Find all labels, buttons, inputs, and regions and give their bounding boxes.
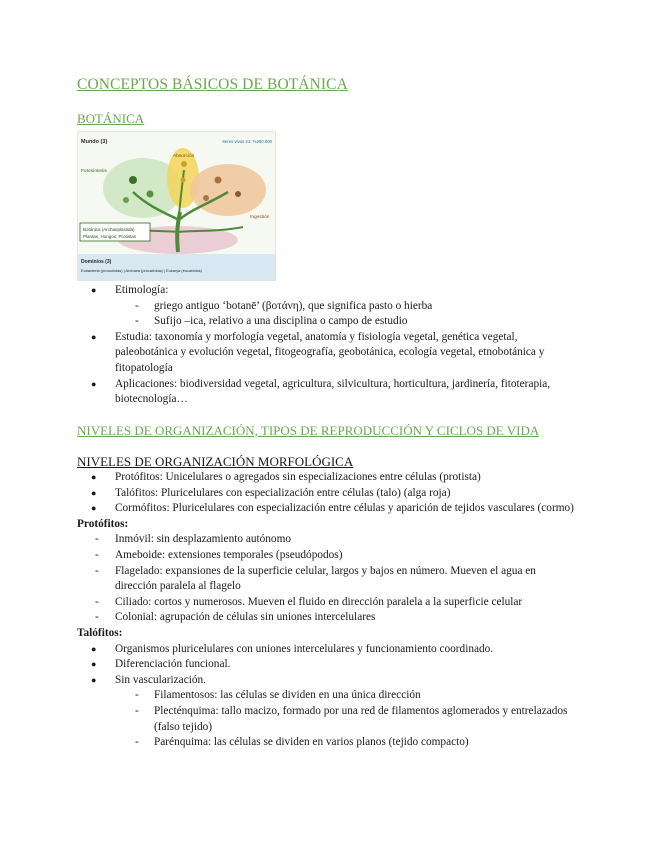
list-item-estudia: ● Estudia: taxonomía y morfología vegetal, anatomía y fisiología vegetal, genética vegetal, paleobotánica y evolución vegetal, fitogeografía, geobotánica, ecología vegetal, etnobotánica y fitopatología [77, 330, 577, 377]
list-item: ● Organismos pluricelulares con uniones intercelulares y funcionamiento coordinado. [77, 642, 577, 658]
dash-item: - Colonial: agrupación de células sin uniones intercelulares [77, 610, 577, 626]
section-heading-botanica: BOTÁNICA [77, 111, 145, 126]
talofitos-label: Talófitos: [77, 626, 123, 639]
figure-bottom-line1: Dominios (3) [81, 259, 112, 265]
figure-top-right: Seres vivos 21: %250.000 [222, 139, 272, 144]
figure-left-label: Fotosíntesis [81, 169, 107, 174]
dash-item: - Flagelado: expansiones de la superficie celular, largos y bajos en número. Mueven el agua en dirección paralela al flagelo [77, 564, 577, 595]
dash-item: - Ciliado: cortos y numerosos. Mueven el fluido en dirección paralela a la superficie celular [77, 595, 577, 611]
list-item-cormofitos: ● Cormófitos: Pluricelulares con especialización entre células y aparición de tejidos vasculares (cormo) [77, 501, 577, 517]
dash-item: - Inmóvil: sin desplazamiento autónomo [77, 532, 577, 548]
sub-item: - Sufijo –ica, relativo a una disciplina o campo de estudio [77, 314, 577, 330]
tree-of-life-illustration [78, 132, 275, 280]
niveles-section [77, 470, 577, 751]
list-item-protofitos: ● Protófitos: Unicelulares o agregados sin especializaciones entre células (protista) [77, 470, 577, 486]
botanica-list [77, 283, 577, 408]
figure-bottom-line2: Eubacteria (procariotas) | Archaea (procariotas) | Eukarya (eucariotas) [81, 268, 202, 273]
list-item [77, 673, 577, 751]
figure-top-left: Mundo (3) [81, 139, 108, 145]
figure-right-label: Ingestión [250, 215, 270, 220]
list-item-talofitos: ● Talófitos: Pluricelulares con especialización entre células (talo) (alga roja) [77, 486, 577, 502]
list-item-text: Sin vascularización. [115, 673, 206, 686]
sub-item: - griego antiguo ‘botanē’ (βοτάνη), que significa pasto o hierba [77, 299, 577, 315]
document-title: CONCEPTOS BÁSICOS DE BOTÁNICA [77, 76, 348, 93]
dash-item: - Ameboide: extensiones temporales (pseudópodos) [77, 548, 577, 564]
list-item: ● Diferenciación funcional. [77, 657, 577, 673]
list-item-text: Etimología: [115, 284, 169, 296]
figure-box-line2: Plantas, Hongos, Protistas [83, 234, 137, 239]
list-item-etimologia [77, 283, 577, 330]
figure-box-line1: Botánica (Archaeplastida) [83, 227, 135, 232]
subheading-organizacion: NIVELES DE ORGANIZACIÓN MORFOLÓGICA [77, 454, 354, 469]
list-item-aplicaciones: ● Aplicaciones: biodiversidad vegetal, agricultura, silvicultura, horticultura, jardinería, fitoterapia, biotecnología… [77, 377, 577, 408]
sub-item: - Parénquima: las células se dividen en varios planos (tejido compacto) [77, 735, 577, 751]
section-heading-niveles: NIVELES DE ORGANIZACIÓN, TIPOS DE REPRODUCCIÓN Y CICLOS DE VIDA [77, 423, 540, 438]
sub-item: - Plecténquima: tallo macizo, formado por una red de filamentos aglomerados y entrelazados (falso tejido) [77, 704, 577, 735]
figure-center-label: Absorción [173, 154, 195, 159]
tree-of-life-figure [77, 131, 276, 281]
sub-item: - Filamentosos: las células se dividen en una única dirección [77, 688, 577, 704]
protofitos-label: Protófitos: [77, 517, 129, 530]
